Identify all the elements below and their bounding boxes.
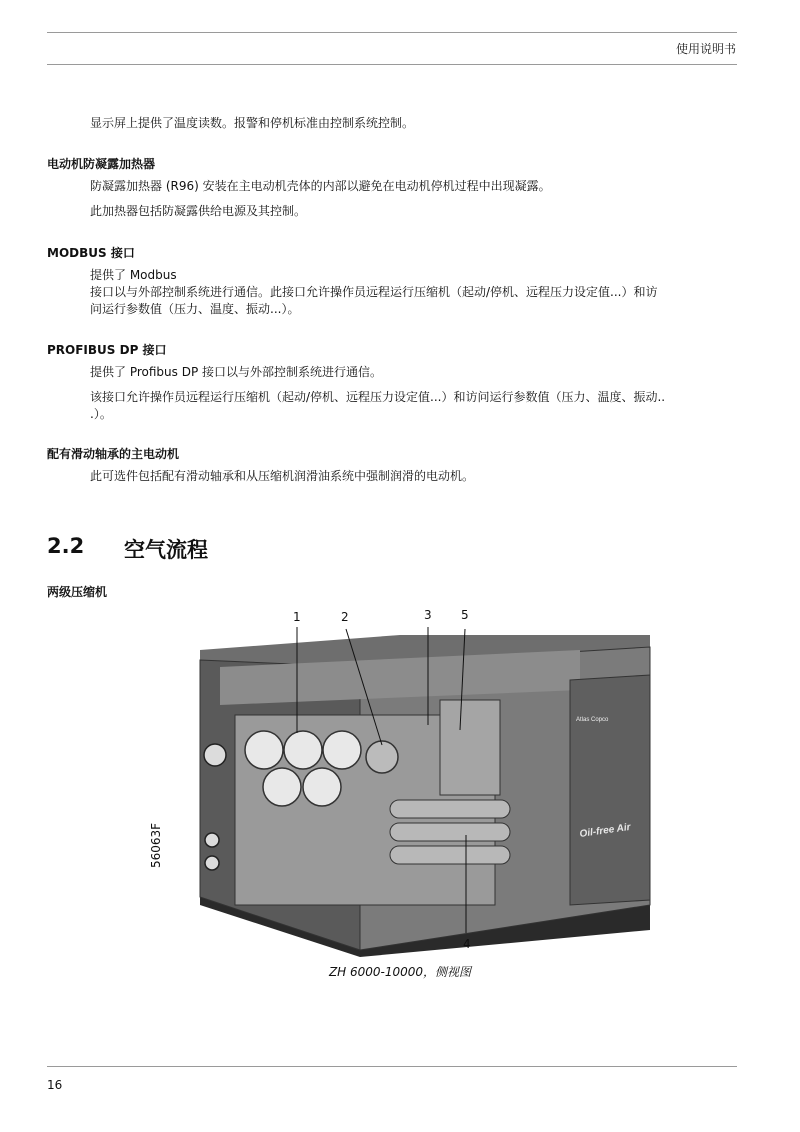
brand-logo: Atlas Copco — [576, 717, 609, 723]
bearing-paragraph: 此可选件包括配有滑动轴承和从压缩机润滑油系统中强制润滑的电动机。 — [90, 469, 475, 483]
brand-text: Oil-free Air — [578, 821, 632, 840]
footer-rule — [47, 1066, 737, 1067]
callout-2: 2 — [341, 610, 349, 624]
figure-side-code: 56063F — [149, 822, 163, 868]
modbus-line-1: 提供了 Modbus — [90, 268, 177, 282]
profibus-line-3: .）。 — [90, 407, 112, 421]
control-cabinet — [570, 675, 650, 905]
page-number: 16 — [47, 1078, 63, 1092]
profibus-heading: PROFIBUS DP 接口 — [47, 343, 167, 357]
header-rule-top — [47, 32, 737, 33]
heater-paragraph-1: 防凝露加热器 (R96) 安装在主电动机壳体的内部以避免在电动机停机过程中出现凝露。 — [90, 179, 551, 193]
modbus-line-2: 接口以与外部控制系统进行通信。此接口允许操作员远程运行压缩机（起动/停机、远程压力设定值...）和访 — [90, 285, 658, 299]
callout-5: 5 — [461, 608, 469, 622]
heater-heading: 电动机防凝露加热器 — [47, 157, 156, 171]
header-title: 使用说明书 — [675, 42, 736, 56]
bearing-heading: 配有滑动轴承的主电动机 — [47, 447, 180, 461]
cooler-pipes — [390, 800, 510, 864]
compressor-intake — [366, 741, 398, 773]
callout-1: 1 — [293, 610, 301, 624]
compressor-figure — [160, 605, 660, 965]
figure-caption: ZH 6000-10000，侧视图 — [328, 965, 472, 979]
modbus-line-3: 问运行参数值（压力、温度、振动...）。 — [90, 302, 300, 316]
profibus-paragraph-1: 提供了 Profibus DP 接口以与外部控制系统进行通信。 — [90, 365, 382, 379]
modbus-heading: MODBUS 接口 — [47, 246, 135, 260]
section-number: 2.2 — [47, 534, 85, 558]
header-rule-bottom — [47, 64, 737, 65]
heater-paragraph-2: 此加热器包括防凝露供给电源及其控制。 — [90, 204, 307, 218]
section-title: 空气流程 — [124, 538, 208, 562]
intro-paragraph: 显示屏上提供了温度读数。报警和停机标准由控制系统控制。 — [90, 116, 415, 130]
callout-3: 3 — [424, 608, 432, 622]
profibus-line-2: 该接口允许操作员远程运行压缩机（起动/停机、远程压力设定值...）和访问运行参数值（压力、温度、振动.. — [90, 390, 666, 404]
drive-motor — [440, 700, 500, 795]
callout-4: 4 — [463, 937, 471, 951]
subsection-heading: 两级压缩机 — [47, 585, 108, 599]
